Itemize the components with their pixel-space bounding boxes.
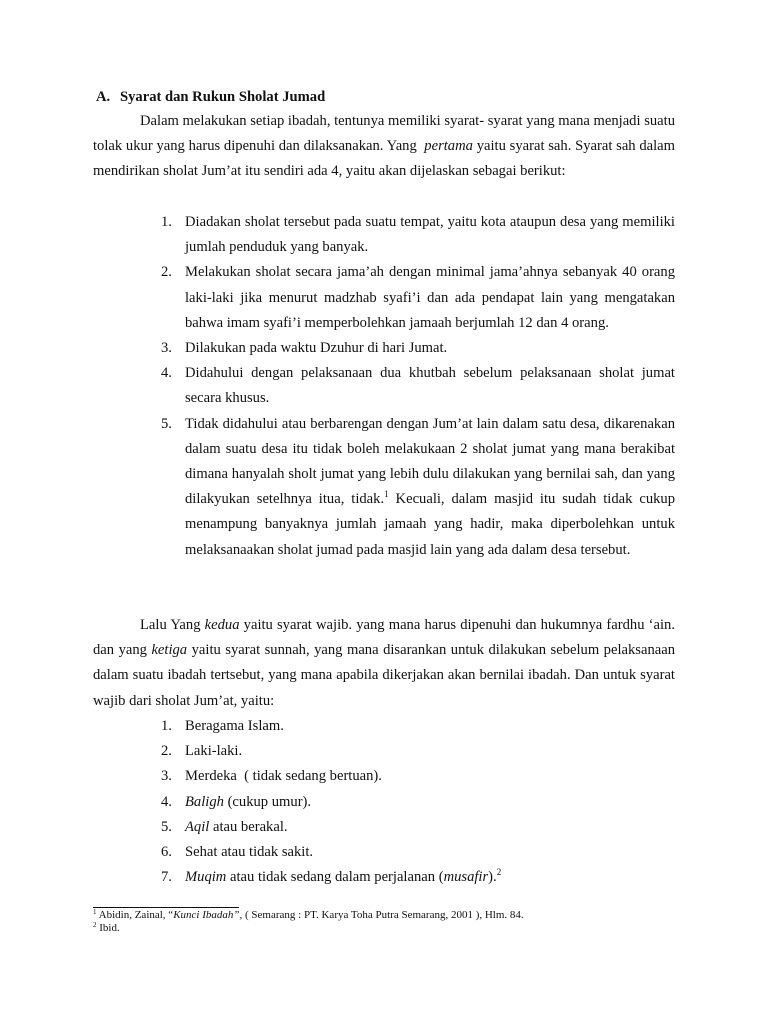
section-letter: A. xyxy=(96,89,111,105)
list-number: 6. xyxy=(161,844,172,861)
list-item-text: atau tidak sedang dalam perjalanan ( xyxy=(226,869,444,886)
footnote-text: Ibid. xyxy=(99,922,120,934)
list-item-text: (cukup umur). xyxy=(223,793,312,810)
list-item-text: Melakukan sholat secara jama’ah dengan minimal jama’ahnya sebanyak 40 orang laki-laki jika menurut madzhab syafi’i dan ada pendapat lain yang mengatakan bahwa imam syafi’i memperbolehkan jamaah berjumlah 12 dan 4 orang. xyxy=(185,264,675,331)
list-item-text: Merdeka ( tidak sedang bertuan). xyxy=(185,768,382,785)
para2-text-2: yaitu syarat wajib. yang mana harus dipenuhi dan hukumnya fardhu ‘ain. dan yang xyxy=(93,617,675,659)
intro-text-1: Dalam melakukan setiap ibadah, tentunya memiliki syarat- syarat yang mana menjadi suatu tolak ukur yang harus dipenuhi dan dilaksanakan. Yang xyxy=(93,113,675,155)
list-item xyxy=(93,412,675,563)
list-number: 3. xyxy=(161,768,172,785)
syarat-sah-list xyxy=(93,210,675,563)
list-item xyxy=(93,260,675,336)
list-item-text: Dilakukan pada waktu Dzuhur di hari Jumat. xyxy=(185,340,448,357)
para2-text-3: yaitu syarat sunnah, yang mana disarankan untuk dilakukan sebelum pelaksanaan dalam suatu ibadah tertsebut, yang mana apabila dikerjakan akan bernilai ibadah. Dan untuk syarat wajib dari sholat Jum’at, yaitu: xyxy=(93,642,675,709)
second-paragraph xyxy=(93,613,675,714)
list-item-text: Beragama Islam. xyxy=(185,718,284,734)
list-number: 4. xyxy=(161,365,172,382)
list-item xyxy=(93,361,675,411)
list-item-italic: musafir xyxy=(443,869,489,886)
list-number: 3. xyxy=(161,340,172,357)
list-number: 5. xyxy=(161,818,172,835)
list-item xyxy=(93,840,675,865)
intro-text-2: yaitu syarat sah. Syarat sah dalam mendirikan sholat Jum’at itu sendiri ada 4, yaitu akan dijelaskan sebagai berikut: xyxy=(93,138,676,180)
syarat-wajib-list xyxy=(93,714,675,890)
list-item xyxy=(93,865,675,890)
list-item-text: Sehat atau tidak sakit. xyxy=(185,844,314,861)
footnote-1 xyxy=(93,909,693,922)
list-number: 5. xyxy=(161,415,172,432)
list-item-text: Laki-laki. xyxy=(185,743,243,760)
intro-paragraph xyxy=(93,109,675,185)
list-item-text: Tidak didahului atau berbarengan dengan Jum’at lain dalam satu desa, dikarenakan dalam suatu desa itu tidak boleh melakukaan 2 sholat jumat yang mana berakibat dimana hanyalah sholt jumat yang lebih dulu dilakukan yang bernilai sah, dan yang dilakyukan setelhnya itua, tidak. xyxy=(185,415,675,508)
footnote-divider xyxy=(93,907,239,908)
footnotes xyxy=(93,909,693,935)
list-item xyxy=(93,764,675,789)
para2-italic-ketiga: ketiga xyxy=(151,642,188,659)
section-heading xyxy=(96,88,325,106)
list-number: 2. xyxy=(161,743,172,760)
list-item-italic: Muqim xyxy=(185,869,227,886)
list-item xyxy=(93,714,675,739)
footnote-italic: Kunci Ibadah”, xyxy=(173,909,243,921)
list-item-text: Didahului dengan pelaksanaan dua khutbah sebelum pelaksanaan sholat jumat secara khusus. xyxy=(185,365,675,407)
list-item xyxy=(93,739,675,764)
list-item-text: ). xyxy=(488,869,497,886)
list-number: 1. xyxy=(161,214,172,230)
list-number: 2. xyxy=(161,264,172,281)
list-number: 7. xyxy=(161,869,172,886)
list-item-text: Diadakan sholat tersebut pada suatu tempat, yaitu kota ataupun desa yang memiliki jumlah penduduk yang banyak. xyxy=(185,214,675,256)
list-item-italic: Baligh xyxy=(185,793,224,810)
list-item-italic: Aqil xyxy=(185,818,210,835)
para2-text-1: Lalu Yang xyxy=(140,617,201,633)
para2-italic-kedua: kedua xyxy=(204,617,240,633)
footnote-text: Abidin, Zainal, “ xyxy=(98,909,174,921)
footnote-ref-1: 1 xyxy=(384,489,389,500)
footnote-text: ( Semarang : PT. Karya Toha Putra Semarang, 2001 ), Hlm. 84. xyxy=(242,909,524,921)
intro-italic-pertama: pertama xyxy=(424,138,473,155)
list-item-text-continued: Kecuali, dalam masjid itu sudah tidak cukup menampung banyaknya jumlah jamaah yang hadir, maka diperbolehkan untuk melaksanaakan sholat jumad pada masjid lain yang ada dalam desa tersebut. xyxy=(185,491,676,558)
list-item-text: atau berakal. xyxy=(209,818,288,835)
list-item xyxy=(93,336,675,361)
list-number: 1. xyxy=(161,718,172,734)
footnote-number: 1 xyxy=(93,908,97,916)
list-item xyxy=(93,815,675,840)
footnote-2 xyxy=(93,922,693,935)
list-number: 4. xyxy=(161,793,172,810)
list-item xyxy=(93,790,675,815)
section-title: Syarat dan Rukun Sholat Jumad xyxy=(120,89,326,105)
footnote-number: 2 xyxy=(93,921,97,929)
footnote-ref-2: 2 xyxy=(496,867,502,878)
list-item xyxy=(93,210,675,260)
